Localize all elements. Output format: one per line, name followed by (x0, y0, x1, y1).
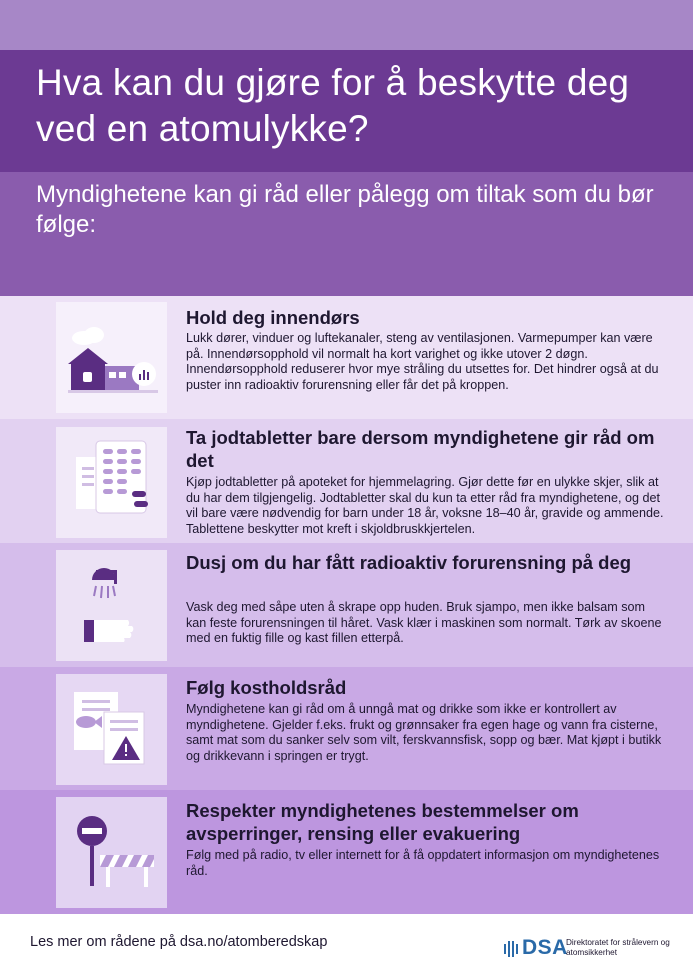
section-body: Lukk dører, vinduer og luftekanaler, steng av ventilasjonen. Varmepumper kan være på. Innendørsopphold vil normalt ha kort varighet og ikke utover 2 døgn. Innendørsopphold reduserer hvor mye stråling du utsettes for. Det hindrer også at du puster inn radioaktiv forurensning eller får det på kroppen. (186, 331, 659, 393)
section-body: Kjøp jodtabletter på apoteket for hjemmelagring. Gjør dette før en ulykke skjer, slik at du har dem tilgjengelig. Jodtabletter skal du kun ta etter råd fra myndighetene, og det vil bare være nødvendig for barn under 18 år, voksne 18–40 år, gravide og ammende. Tablettene beskytter mot kreft i skjoldbruskkjertelen. (186, 475, 664, 537)
footer-link-text: Les mer om rådene på dsa.no/atomberedskap (30, 934, 328, 950)
logo-wordmark: DSA (522, 936, 568, 959)
page-subtitle: Myndighetene kan gi råd eller pålegg om tiltak som du bør følge: (36, 181, 654, 238)
shower-icon (56, 550, 167, 661)
barrier-icon (56, 797, 167, 908)
logo-subtitle: Direktoratet for strålevern og atomsikkerhet (566, 938, 670, 957)
section-heading: Følg kostholdsråd (186, 677, 347, 698)
section-heading: Ta jodtabletter bare dersom myndighetene gir råd om det (186, 427, 655, 471)
section-shower (0, 543, 693, 667)
logo-bars-icon (504, 940, 520, 958)
section-body: Følg med på radio, tv eller internett for å få oppdatert informasjon om myndighetenes råd. (186, 848, 660, 878)
section-heading: Respekter myndighetenes bestemmelser om avsperringer, rensing eller evakuering (186, 800, 579, 844)
section-heading: Dusj om du har fått radioaktiv forurensning på deg (186, 552, 632, 573)
house-icon (56, 302, 167, 413)
section-iodine-tablets (0, 419, 693, 543)
section-respect-authorities (0, 790, 693, 914)
pills-icon (56, 427, 167, 538)
top-band (0, 0, 693, 50)
page-title: Hva kan du gjøre for å beskytte deg ved en atomulykke? (36, 62, 630, 149)
section-diet-advice (0, 667, 693, 790)
section-stay-indoors (0, 296, 693, 419)
food-warning-icon (56, 674, 167, 785)
section-body: Myndighetene kan gi råd om å unngå mat og drikke som ikke er kontrollert av myndighetene. Gjelder f.eks. frukt og grønnsaker fra egen hage og vann fra cisterne, samt mat som du sanker selv som vilt, ferskvannsfisk, sopp og bær. Mat kjøpt i butikk og drikkevann i springen er trygt. (186, 702, 662, 764)
section-body: Vask deg med såpe uten å skrape opp huden. Bruk sjampo, men ikke balsam som kan feste forurensningen til håret. Vask klær i maskinen som normalt. Tørk av skoene med en fuktig fille og kast fillen etterpå. (186, 600, 662, 646)
section-heading: Hold deg innendørs (186, 307, 360, 328)
dsa-logo (504, 936, 684, 966)
